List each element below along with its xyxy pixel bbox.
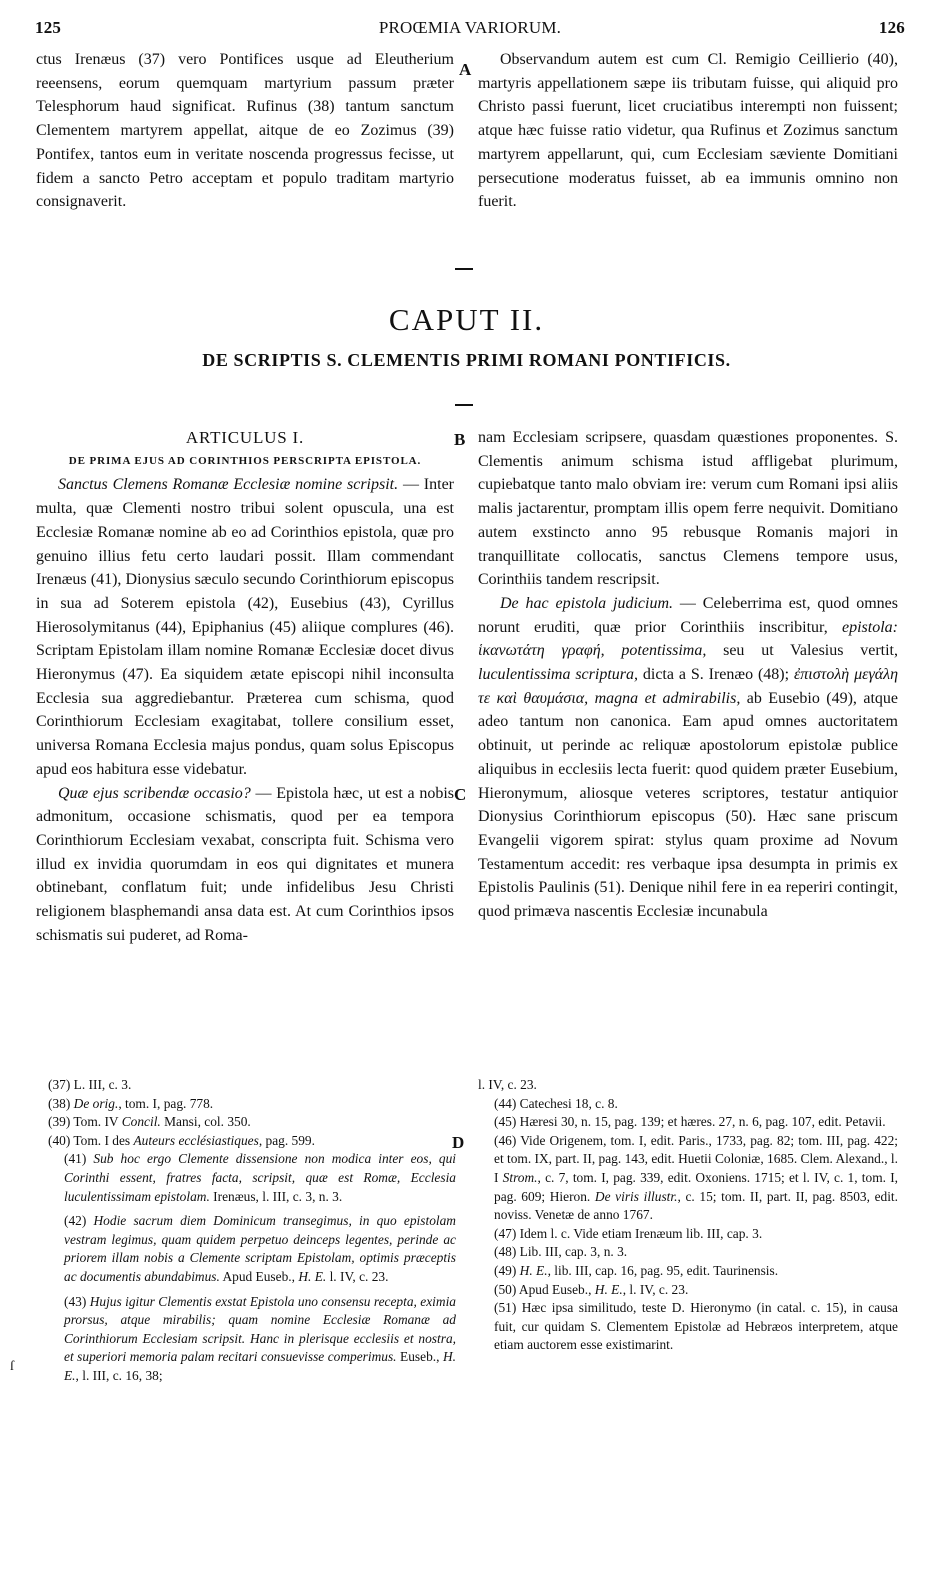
margin-letter-a: A (459, 60, 472, 79)
margin-letter-c: C (454, 785, 467, 804)
footnote-text: , l. III, c. 16, 38; (75, 1367, 163, 1383)
stray-print-mark: ſ (10, 1359, 14, 1374)
footnotes-left (48, 1076, 456, 1386)
footnote-number: (41) (64, 1151, 94, 1167)
footnote-text: Apud Euseb., (219, 1268, 299, 1284)
footnote-47: (47) Idem l. c. Vide etiam Irenæum lib. III, cap. 3. (494, 1225, 763, 1241)
footnote-number: (39) Tom. IV (48, 1114, 122, 1130)
footnote-text: (46) Vide Origenem, tom. I, edit. Paris., 1733, pag. 82; tom. III, pag. 422; et tom. IX, part. II, pag. 143, edit. Huetii Coloniæ, 1685. Clem. Alexand., l. I (494, 1132, 898, 1185)
paragraph-text: — Epistola hæc, ut est a nobis admonitum, occasione schismatis, quod per ea tempora Corinthiorum Ecclesiam vexabat, conscripta fuit. Schisma vero illud ex invidia quorumdam in eos qui dignitates et munera obtinebant, conflatum fuit; unde infidelibus Jesu Christi religionem blasphemandi ansa data est. At cum Corinthios ipsos schismatis sui puderet, ad Roma- (36, 784, 454, 944)
article-subheading: DE PRIMA EJUS AD CORINTHIOS PERSCRIPTA EPISTOLA. (68, 454, 422, 467)
footnote-text: Euseb., (396, 1349, 443, 1365)
footnote-text: (50) Apud Euseb., (494, 1281, 595, 1297)
paragraph-scripsit (36, 473, 454, 781)
footnote-number: (38) (48, 1095, 74, 1111)
page-number-right: 126 (878, 18, 905, 37)
paragraph-text: dicta a S. Irenæo (48); (638, 666, 794, 684)
paragraph-rescripsit: nam Ecclesiam scripsere, quasdam quæstiones proponentes. S. Clementis animum schisma istud affligebat plurimum, cupiebatque tanto malo obviam ire: verum cum Romani ipsi aliis malis jactarentur, promptam illis opem ferre nequivit. Domitiano autem exstincto anno 95 rebusque Romanis majori in tranquillitate collocatis, sanctus Clemens tempore usus, Corinthiis tandem rescripsit. (478, 429, 898, 589)
paragraph-lead: Quæ ejus scribendæ occasio? (58, 784, 251, 802)
footnote-text: Irenæus, l. III, c. 3, n. 3. (209, 1188, 343, 1204)
footnote-51: (51) Hæc ipsa similitudo, teste D. Hieronymo (in catal. c. 15), in causa fuit, cur quidam S. Clementem Epistolæ ad Hebræos interpretem, atque etiam auctorem esse existimarint. (494, 1300, 898, 1353)
footnote-42 (48, 1212, 456, 1286)
running-header (35, 18, 905, 44)
footnote-44: (44) Catechesi 18, c. 8. (494, 1095, 618, 1111)
footnote-46 (478, 1132, 898, 1225)
footnote-number: (42) (64, 1213, 94, 1229)
footnote-title: Concil. (121, 1114, 161, 1130)
paragraph-occasio (36, 782, 454, 948)
footnote-text: , lib. III, cap. 16, pag. 95, edit. Taurinensis. (547, 1262, 779, 1278)
running-title: PROŒMIA VARIORUM. (378, 18, 562, 37)
footnote-38 (48, 1095, 456, 1114)
footnote-43 (48, 1293, 456, 1386)
footnote-title: H. E. (64, 1349, 456, 1383)
top-right-column (478, 48, 898, 214)
greek-quote: ἐπιστολὴ μεγάλη τε καὶ θαυμάσια, magna et admirabilis, (478, 666, 899, 707)
page-number-left: 125 (35, 18, 62, 37)
separator-dash-top (455, 268, 473, 270)
footnote-number: (43) (64, 1293, 90, 1309)
footnote-title: H. E. (519, 1262, 548, 1278)
footnote-title: Auteurs ecclésiastiques (133, 1132, 259, 1148)
footnote-text: , tom. I, pag. 778. (118, 1095, 214, 1111)
paragraph-text: — Celeberrima est, quod omnes norunt eruditi, quæ prior Corinthiis inscribitur, (478, 594, 898, 636)
footnote-41 (48, 1150, 456, 1206)
margin-letter-d: D (452, 1133, 465, 1152)
footnote-text: , l. IV, c. 23. (622, 1281, 689, 1297)
footnote-45: (45) Hæresi 30, n. 15, pag. 139; et hæres. 27, n. 6, pag. 107, edit. Petavii. (494, 1114, 886, 1130)
paragraph-lead: De hac epistola judicium. (500, 594, 674, 612)
footnote-number: (40) Tom. I des (48, 1132, 134, 1148)
paragraph-text: seu ut Valesius vertit, (706, 642, 898, 660)
footnote-48: (48) Lib. III, cap. 3, n. 3. (494, 1244, 628, 1260)
footnote-title: H. E. (594, 1281, 623, 1297)
chapter-subtitle: DE SCRIPTIS S. CLEMENTIS PRIMI ROMANI PONTIFICIS. (202, 350, 731, 370)
footnote-title: De orig. (73, 1095, 119, 1111)
footnote-text: , c. 7, tom. I, pag. 339, edit. Oxoniens. 1715; et l. IV, c. 1, tom. I, pag. 609; Hieron. (494, 1169, 899, 1204)
separator-dash-chapter (455, 404, 473, 406)
footnotes-right (478, 1076, 898, 1355)
top-left-column (36, 48, 454, 214)
paragraph-lead: Sanctus Clemens Romanæ Ecclesiæ nomine scripsit. (58, 476, 399, 494)
footnote-40 (48, 1132, 456, 1151)
footnote-quote: Hodie sacrum diem Dominicum transegimus, in quo epistolam vestram legimus, quam quidem perpetuo deinceps legentes, perinde ac priorem illam nobis a Clemente scriptam Epistolam, optimis præceptis ac documentis abundabimus. (64, 1213, 456, 1284)
footnote-text: , pag. 599. (258, 1132, 315, 1148)
footnote-text: l. IV, c. 23. (326, 1268, 389, 1284)
footnote-50 (478, 1281, 898, 1300)
latin-quote: luculentissima scriptura, (478, 666, 638, 684)
footnote-title: De viris illustr. (594, 1188, 678, 1204)
greek-quote: epistola: ἱκανωτάτη γραφή, potentissima, (478, 618, 898, 660)
footnote-continuation: l. IV, c. 23. (478, 1077, 537, 1092)
footnote-title: Strom. (502, 1169, 538, 1185)
footnote-quote: Sub hoc ergo Clemente dissensione non modica inter eos, qui Corinthi essent, fratres facta, scripsit, quæ est Romæ, Ecclesia luculentissimam epistolam. (64, 1151, 456, 1204)
footnote-title: H. E. (298, 1268, 327, 1284)
margin-letter-b: B (454, 430, 466, 449)
main-right-column (478, 426, 898, 924)
paragraph-top-left: ctus Irenæus (37) vero Pontifices usque ad Eleutherium reeensens, eorum quemquam martyrium passum præter Telesphorum haud significat. Rufinus (38) tantum sanctum Clementem martyrem appellat, aitque de eo Zozimus (39) Pontifex, tantos eum in veritate noscenda progressus fecisse, ut fidem a sancto Petro acceptam et populo traditam martyrio consignaverit. (36, 51, 454, 211)
paragraph-text: — Inter multa, quæ Clementi nostro tribui solent opuscula, una est Ecclesiæ Romanæ nomine ab eo ad Corinthios epistola, quæ pro genuino illius fetu certo laudari possit. Illam commendant Irenæus (41), Dionysius sæculo secundo Corinthiorum episcopus in sua ad Soterem epistola (42), Eusebius (43), Cyrillus Hierosolymitanus (44), Epiphanius (45) aliique complures (46). Scriptam Epistolam illam nomine Romanæ Ecclesiæ docet divus Hieronymus (47). Ea siquidem ætate episcopi nihil inconsulta Ecclesia sua aggrediebantur. Præterea cum schisma, quod Corinthiorum Ecclesiam exagitabat, tollere consilium esset, universa Romana Ecclesia majus pondus, quam solus Episcopus apud eos habitura esse videbatur. (36, 476, 454, 778)
article-heading: ARTICULUS I. (185, 428, 305, 447)
main-left-column (36, 426, 454, 947)
footnote-49 (478, 1262, 898, 1281)
paragraph-top-right: Observandum autem est cum Cl. Remigio Ceillierio (40), martyris appellationem sæpe iis tributam fuisse, qui aliquid pro Christo passi fuerunt, licet cruciatibus interempti non fuissent; atque hæc fuisse ratio videtur, qua Rufinus et Zozimus sanctum martyrem appellarunt, qui, cum Ecclesiam sæviente Domitiani persecutione moderatus fuisset, ab ea immunis omnino non fuerit. (478, 51, 898, 211)
footnote-quote: Hujus igitur Clementis exstat Epistola uno consensu recepta, eximia prorsus, atque mirabilis; quam nomine Ecclesiæ Romanæ ad Corinthiorum Ecclesiam scripsit. Hanc in plerisque ecclesiis et nostra, et superiori memoria palam recitari consuevisse comperimus. (64, 1293, 456, 1365)
footnote-text: Mansi, col. 350. (160, 1114, 251, 1130)
footnote-39 (48, 1113, 456, 1132)
chapter-title: CAPUT II. (388, 302, 545, 337)
footnote-number: (49) (494, 1262, 520, 1278)
paragraph-judicium (478, 592, 898, 924)
footnote-37: (37) L. III, c. 3. (48, 1077, 132, 1092)
footnote-text: , c. 15; tom. II, part. II, pag. 8503, edit. noviss. Venetæ de anno 1767. (494, 1188, 899, 1223)
paragraph-text: ab Eusebio (49), atque adeo tantum non canonica. Eam apud omnes auctoritatem obtinuit, ut perinde ac reliquæ apostolorum epistolæ publice aliquibus in ecclesiis lecta fuerit: quod quidem præter Eusebium, Hieronymum, aliosque veteres scriptores, testatur antiquior Dionysius Corinthiorum episcopus (50). Hæc sane priscum Evangelii vigorem spirat: stylus quam proxime ad Novum Testamentum accedit: res verbaque ipsa desumpta in primis ex Epistolis Paulinis (51). Denique nihil fere in ea reperiri contingit, quod primæva nascentis Ecclesiæ incunabula (478, 689, 898, 921)
